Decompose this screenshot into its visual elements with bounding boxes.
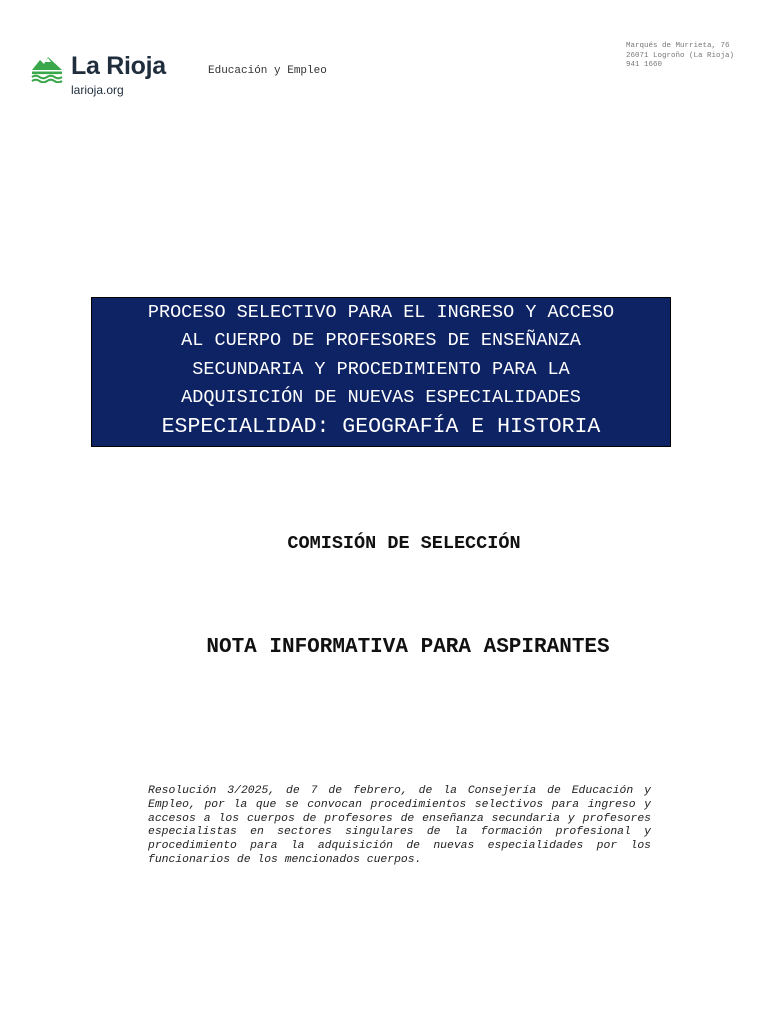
address-block (626, 42, 734, 71)
logo-name: La Rioja (71, 52, 166, 80)
title-line: PROCESO SELECTIVO PARA EL INGRESO Y ACCESO (147, 302, 615, 323)
mountains-river-icon (31, 53, 63, 83)
commission-heading: COMISIÓN DE SELECCIÓN (287, 533, 521, 554)
address-line: 941 1660 (626, 61, 663, 69)
address-line: 26071 Logroño (La Rioja) (626, 51, 735, 60)
process-title (92, 299, 670, 412)
note-heading: NOTA INFORMATIVA PARA ASPIRANTES (206, 636, 610, 659)
process-title-box (91, 297, 671, 447)
title-line: AL CUERPO DE PROFESORES DE ENSEÑANZA (181, 330, 581, 352)
address-line: Marqués de Murrieta, 76 (626, 42, 730, 50)
title-line: ADQUISICIÓN DE NUEVAS ESPECIALIDADES (181, 386, 581, 408)
resolution-text: Resolución 3/2025, de 7 de febrero, de la Consejería de Educación y Empleo, por la que se convocan procedimientos selectivos para ingreso y accesos a los cuerpos de profesores de enseñanza secundaria y profesores especialistas en sectores singulares de la formación profesional y procedimiento para la adquisición de nuevas especialidades por los funcionarios de los mencionados cuerpos. (148, 785, 651, 866)
title-line: SECUNDARIA Y PROCEDIMIENTO PARA LA (192, 358, 570, 380)
specialty-title: ESPECIALIDAD: GEOGRAFÍA E HISTORIA (161, 415, 601, 440)
department-name: Educación y Empleo (208, 65, 327, 77)
logo-url: larioja.org (71, 83, 124, 97)
la-rioja-logo (31, 50, 191, 100)
